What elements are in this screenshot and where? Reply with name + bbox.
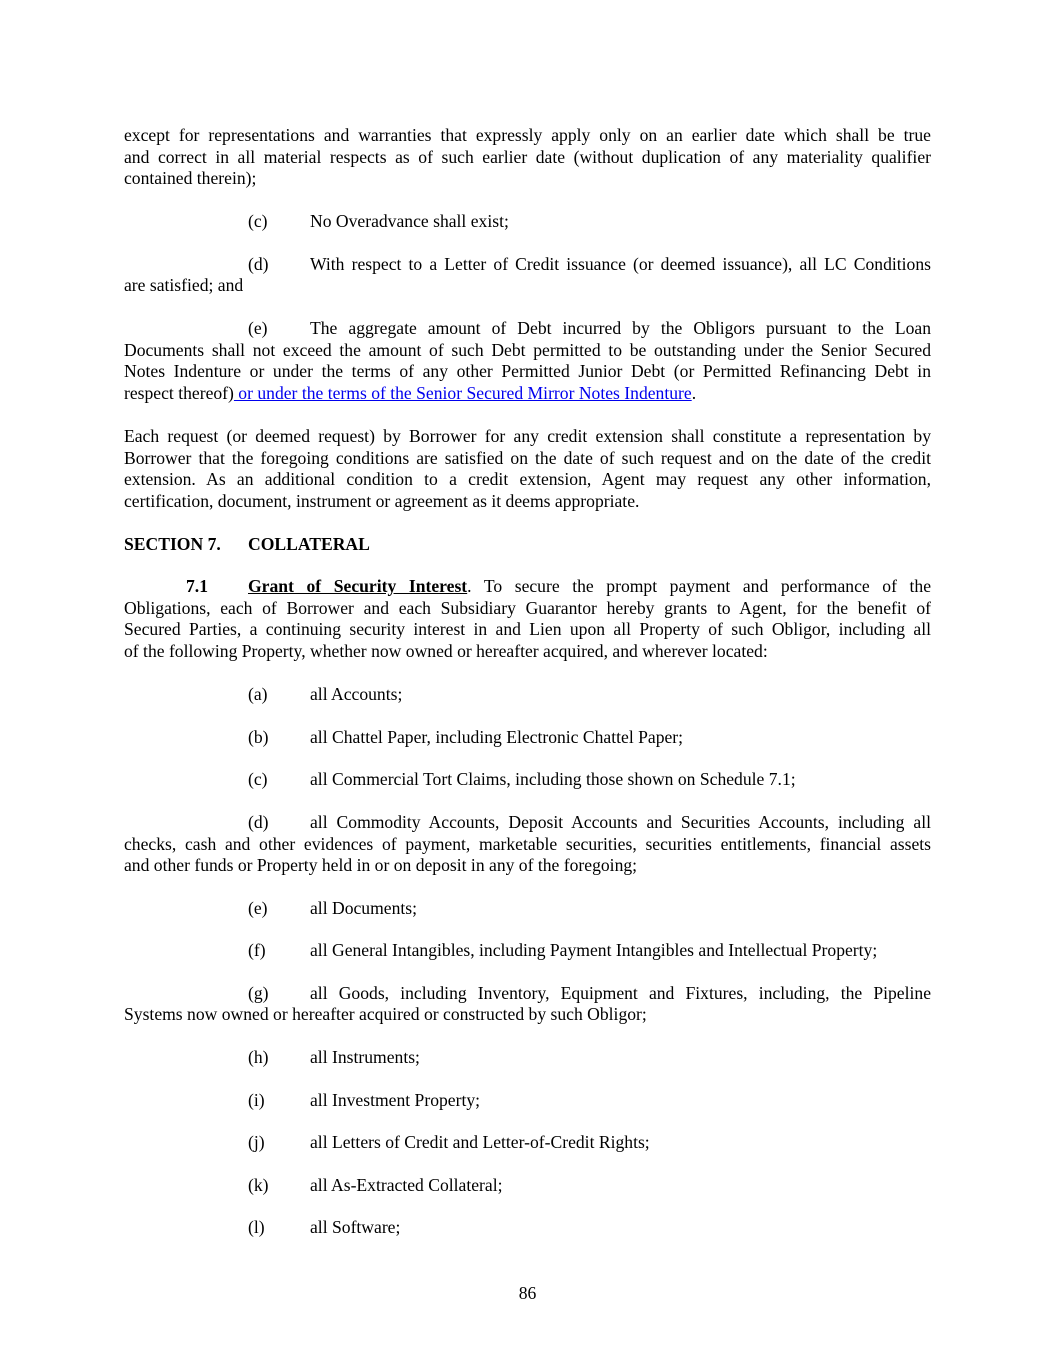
intro-line-1: except for representations and warranties that expressly apply only on an earlier date which shall be true xyxy=(124,125,931,145)
collateral-item-g-line-1 xyxy=(124,983,931,1005)
collateral-item-k-label: (k) xyxy=(248,1175,269,1195)
grant-line-1 xyxy=(124,576,931,598)
grant-line-4: of the following Property, whether now owned or hereafter acquired, and wherever located: xyxy=(124,641,768,661)
collateral-item-j-label: (j) xyxy=(248,1132,265,1152)
collateral-item-b xyxy=(248,727,931,749)
request-line-1: Each request (or deemed request) by Borrower for any credit extension shall constitute a representation by xyxy=(124,426,931,446)
request-line-2: Borrower that the foregoing conditions are satisfied on the date of such request and on the date of the credit xyxy=(124,448,931,468)
collateral-item-d-line-2: checks, cash and other evidences of payment, marketable securities, securities entitlements, financial assets xyxy=(124,834,931,854)
collateral-item-d-line-1 xyxy=(124,812,931,834)
mirror-notes-indenture-link[interactable]: or under the terms of the Senior Secured Mirror Notes Indenture xyxy=(233,383,692,403)
grant-line-3: Secured Parties, a continuing security interest in and Lien upon all Property of such Obligor, including all xyxy=(124,619,931,639)
collateral-item-f-label: (f) xyxy=(248,940,266,960)
grant-heading: Grant of Security Interest xyxy=(248,576,468,596)
collateral-item-a-label: (a) xyxy=(248,684,268,704)
collateral-item-g-text-1: all Goods, including Inventory, Equipment and Fixtures, including, the Pipeline xyxy=(310,983,931,1003)
collateral-item-i xyxy=(248,1090,931,1112)
condition-e-line-3: Notes Indenture or under the terms of any other Permitted Junior Debt (or Permitted Refinancing Debt in xyxy=(124,361,931,381)
collateral-item-a xyxy=(248,684,931,706)
condition-e-label: (e) xyxy=(248,318,268,338)
condition-e-line-4-text: respect thereof) xyxy=(124,383,234,403)
collateral-item-d-label: (d) xyxy=(248,812,269,832)
page-number: 86 xyxy=(518,1283,537,1303)
collateral-item-i-label: (i) xyxy=(248,1090,265,1110)
collateral-item-c-text: all Commercial Tort Claims, including those shown on Schedule 7.1; xyxy=(310,769,796,789)
grant-line-1-text: . To secure the prompt payment and performance of the xyxy=(467,576,932,596)
collateral-item-k-text: all As-Extracted Collateral; xyxy=(310,1175,503,1195)
section-number: SECTION 7. xyxy=(124,534,221,554)
section-title: COLLATERAL xyxy=(248,534,370,554)
collateral-item-l xyxy=(248,1217,931,1239)
collateral-item-d-line-3: and other funds or Property held in or on deposit in any of the foregoing; xyxy=(124,855,638,875)
collateral-item-l-label: (l) xyxy=(248,1217,265,1237)
condition-e-text-1: The aggregate amount of Debt incurred by the Obligors pursuant to the Loan xyxy=(310,318,931,338)
condition-d-text-1: With respect to a Letter of Credit issuance (or deemed issuance), all LC Conditions xyxy=(310,254,931,274)
condition-c xyxy=(248,211,931,233)
collateral-item-l-text: all Software; xyxy=(310,1217,401,1237)
collateral-item-h xyxy=(248,1047,931,1069)
collateral-item-j-text: all Letters of Credit and Letter-of-Credit Rights; xyxy=(310,1132,650,1152)
intro-line-2: and correct in all material respects as of such earlier date (without duplication of any materiality qualifier xyxy=(124,147,931,167)
condition-d-line-1 xyxy=(124,254,931,276)
collateral-item-c xyxy=(248,769,931,791)
collateral-item-i-text: all Investment Property; xyxy=(310,1090,481,1110)
collateral-item-g-line-2: Systems now owned or hereafter acquired or constructed by such Obligor; xyxy=(124,1004,647,1024)
condition-d-label: (d) xyxy=(248,254,269,274)
collateral-item-h-label: (h) xyxy=(248,1047,269,1067)
request-line-4: certification, document, instrument or agreement as it deems appropriate. xyxy=(124,491,640,511)
condition-e-line-1 xyxy=(124,318,931,340)
collateral-item-a-text: all Accounts; xyxy=(310,684,403,704)
collateral-item-g-label: (g) xyxy=(248,983,269,1003)
collateral-item-k xyxy=(248,1175,931,1197)
collateral-item-e xyxy=(248,898,931,920)
collateral-item-b-label: (b) xyxy=(248,727,269,747)
collateral-item-f-text: all General Intangibles, including Payment Intangibles and Intellectual Property; xyxy=(310,940,878,960)
collateral-item-e-label: (e) xyxy=(248,898,268,918)
collateral-item-c-label: (c) xyxy=(248,769,268,789)
condition-e-line-4: respect thereof) or under the terms of the Senior Secured Mirror Notes Indenture. xyxy=(124,383,697,403)
collateral-item-d-text-1: all Commodity Accounts, Deposit Accounts and Securities Accounts, including all xyxy=(310,812,931,832)
grant-number: 7.1 xyxy=(186,576,208,596)
condition-e-line-2: Documents shall not exceed the amount of such Debt permitted to be outstanding under the Senior Secured xyxy=(124,340,931,360)
collateral-item-b-text: all Chattel Paper, including Electronic Chattel Paper; xyxy=(310,727,684,747)
collateral-item-e-text: all Documents; xyxy=(310,898,418,918)
condition-c-text: No Overadvance shall exist; xyxy=(310,211,509,231)
collateral-item-f xyxy=(248,940,931,962)
collateral-item-h-text: all Instruments; xyxy=(310,1047,420,1067)
collateral-item-j xyxy=(248,1132,931,1154)
section-heading xyxy=(124,534,931,556)
condition-d-line-2: are satisfied; and xyxy=(124,275,244,295)
grant-line-2: Obligations, each of Borrower and each Subsidiary Guarantor hereby grants to Agent, for the benefit of xyxy=(124,598,931,618)
request-line-3: extension. As an additional condition to a credit extension, Agent may request any other information, xyxy=(124,469,931,489)
condition-c-label: (c) xyxy=(248,211,268,231)
intro-line-3: contained therein); xyxy=(124,168,257,188)
